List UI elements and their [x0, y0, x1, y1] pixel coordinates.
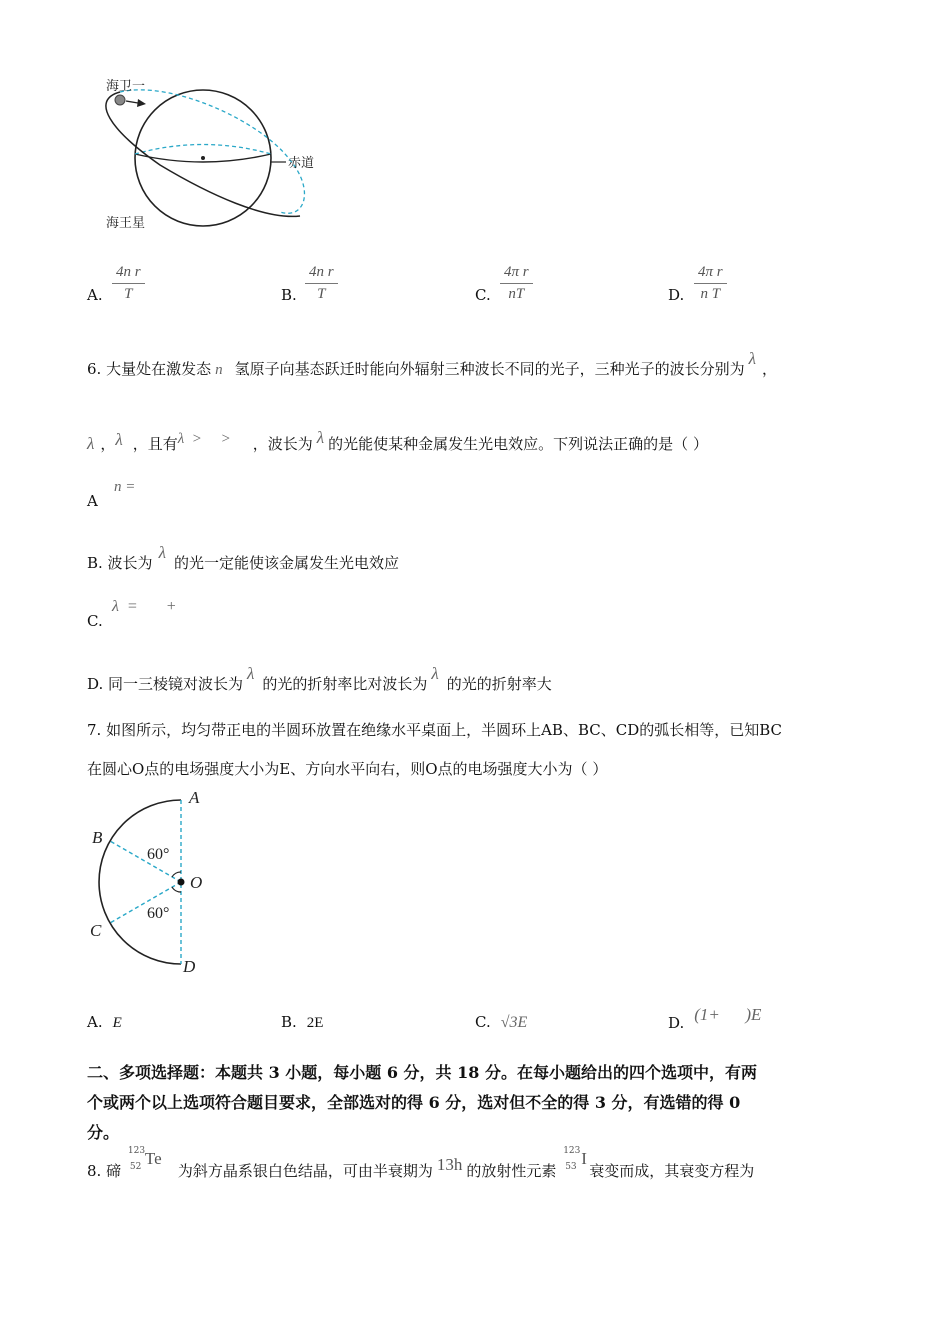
q5-option-c-fraction: $\frac{\text{4π r}}{nT}$: [500, 264, 533, 303]
angle-arc-top: [172, 872, 181, 877]
center-point-o: [178, 879, 185, 886]
q6-option-d-lambda2: λ: [431, 664, 439, 683]
q6-option-b[interactable]: B. 波长为λ的光一定能使该金属发生光电效应: [87, 543, 399, 572]
label-c: C: [90, 921, 102, 940]
q7-option-b[interactable]: B. 2E: [281, 1013, 324, 1031]
triton-direction-arrow: [126, 101, 138, 103]
q6-lambda2: λ: [87, 434, 95, 453]
te-nuclide: 123 52 Te: [127, 1146, 162, 1172]
neptune-center-dot: [201, 156, 205, 160]
semicircle-ring-figure: [80, 785, 220, 980]
q7-stem-line2: 在圆心O点的电场强度大小为E、方向水平向右，则O点的电场强度大小为（ ）: [87, 760, 608, 778]
q5-option-b-fraction: $\frac{\text{4n r}}{T}$: [305, 264, 338, 303]
q7-option-c[interactable]: C. √3E: [475, 1013, 528, 1031]
q6-lambda3: λ: [115, 430, 123, 449]
neptune-orbit-figure: [90, 70, 350, 240]
q5-option-a[interactable]: A.: [87, 286, 103, 304]
half-life-value: 13h: [436, 1155, 463, 1174]
angle-label-top: 60°: [147, 846, 170, 863]
q5-option-a-fraction: $\frac{\text{4n r}}{T}$: [112, 264, 145, 303]
angle-label-bottom: 60°: [147, 905, 170, 922]
label-b: B: [92, 828, 103, 847]
label-triton: 海卫一: [106, 78, 146, 93]
q8-stem: 8. 碲 123 52 Te 为斜方晶系银白色结晶，可由半衰期为 13h 的放射性元素 123 53 I 衰变而成，其衰变方程为: [87, 1146, 755, 1180]
q5-option-b[interactable]: B.: [281, 286, 297, 304]
label-neptune: 海王星: [106, 215, 146, 230]
q6-stem-line1: 6. 大量处在激发态 n 氢原子向基态跃迁时能向外辐射三种波长不同的光子，三种光子的波长分别为λ，: [87, 349, 777, 378]
semicircle-arc: [99, 800, 181, 964]
q7-option-a[interactable]: A. E: [87, 1013, 122, 1031]
q6-inequality: λ > >: [177, 431, 231, 447]
q7-option-d[interactable]: D. (1+ )E: [668, 1005, 762, 1032]
q6-option-a-math: n =: [114, 479, 136, 495]
label-d: D: [183, 957, 196, 976]
q6-option-b-lambda: λ: [158, 543, 166, 562]
equator-back: [135, 145, 271, 155]
orbit-back: [120, 90, 304, 213]
section2-heading-line2: 个或两个以上选项符合题目要求，全部选对的得 6 分，选对但不全的得 3 分，有选错的得 0: [87, 1093, 741, 1112]
q6-option-d[interactable]: D. 同一三棱镜对波长为λ的光的折射率比对波长为λ的光的折射率大: [87, 664, 552, 693]
q5-option-d-fraction: $\frac{\text{4π r}}{\text{n T}}$: [694, 264, 727, 303]
i-nuclide: 123 53 I: [563, 1146, 587, 1172]
q7-stem-line1: 7. 如图所示，均匀带正电的半圆环放置在绝缘水平桌面上，半圆环上AB、BC、CD的弧长相等，已知BC: [87, 721, 782, 739]
angle-arc-bottom: [172, 887, 181, 892]
label-o: O: [190, 873, 203, 892]
label-a: A: [189, 788, 200, 807]
q6-option-d-lambda1: λ: [247, 664, 255, 683]
q6-option-c-math: λ = +: [112, 598, 177, 615]
section2-heading-line3: 分。: [87, 1123, 120, 1142]
q5-option-d[interactable]: D.: [668, 286, 685, 304]
q6-lambda4: λ: [316, 428, 325, 447]
q5-option-c[interactable]: C.: [475, 286, 491, 304]
radius-oc: [110, 882, 181, 923]
q6-lambda1: λ: [748, 349, 756, 368]
radius-ob: [110, 841, 181, 882]
q6-option-a[interactable]: A: [87, 492, 98, 510]
q6-n-symbol: n: [215, 362, 223, 378]
triton-moon: [115, 95, 125, 105]
q6-stem-line2: λ ，λ ，且有λ > > ，波长为 λ 的光能使某种金属发生光电效应。下列说法正确的是（ ）: [87, 428, 708, 453]
label-equator: 赤道: [288, 155, 315, 170]
q6-option-c[interactable]: C.: [87, 612, 103, 630]
section2-heading-line1: 二、多项选择题：本题共 3 小题，每小题 6 分，共 18 分。在每小题给出的四个选项中，有两: [87, 1063, 757, 1082]
